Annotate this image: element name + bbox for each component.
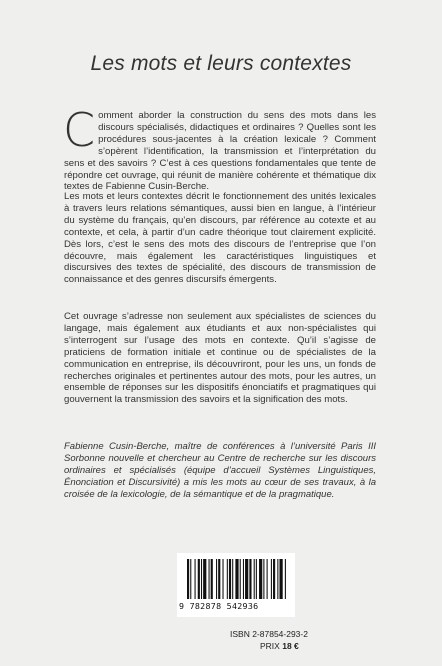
description-text: Les mots et leurs contextes décrit le fonctionnement des unités lexicales à travers leurs relations sémantiques, aussi bien en langue, à l’intérieur du système du français, qu’en discours, par référence au cotexte et au contexte, et cela, à partir d’un cadre théorique tout clairement explicité. Dès lors, c’est le sens des mots des discours de l’entreprise que l’on découvre, mais également les caractéristiques linguistiques et discursives des textes de spécialité, des discours de transmission de connaissance et des genres discursifs émergents.	[64, 191, 376, 286]
barcode	[177, 553, 295, 617]
intro-text: omment aborder la construction du sens des mots dans les discours spécialisés, didactiques et ordinaires ? Quelles sont les procédures sous-jacentes à la création lexicale ? Comment s’opèrent l’identification, la transmission et l’interprétation du sens et des savoirs ? C’est à ces questions fondamentales que tente de répondre cet ouvrage, qui réunit de manière cohérente et thématique dix textes de Fabienne Cusin-Berche.	[64, 110, 376, 193]
dropcap-letter: C	[63, 103, 96, 157]
price-value: 18 €	[282, 641, 299, 651]
barcode-bars	[187, 559, 287, 599]
book-title: Les mots et leurs contextes	[90, 52, 352, 75]
author-biography: Fabienne Cusin-Berche, maître de conférences à l’université Paris III Sorbonne nouvelle et chercheur au Centre de recherche sur les discours ordinaires et spécialisés (équipe d’accueil Systèmes Linguistiques, Énonciation et Discursivité) a mis les mots au cœur de ses travaux, à la croisée de la lexicologie, de la sémantique et de la pragmatique.	[64, 441, 376, 500]
price-label: PRIX	[260, 641, 280, 651]
intro-paragraph	[63, 103, 376, 193]
description-paragraph	[64, 191, 376, 286]
audience-paragraph	[64, 311, 376, 406]
audience-text: Cet ouvrage s’adresse non seulement aux spécialistes de sciences du langage, mais également aux étudiants et aux non-spécialistes qui s’interrogent sur l’usage des mots en contexte. Qu’il s’agisse de praticiens de formation initiale et continue ou de spécialistes de la communication en entreprise, ils découvriront, pour les uns, un fonds de recherches originales et pertinentes autour des mots, pour les autres, un ensemble de réponses sur les dispositifs énonciatifs et pragmatiques qui gouvernent la transmission des savoirs et la signification des mots.	[64, 311, 376, 406]
barcode-digits: 9 782878 542936	[179, 601, 259, 611]
price	[260, 641, 299, 651]
isbn-number: ISBN 2-87854-293-2	[230, 629, 308, 639]
